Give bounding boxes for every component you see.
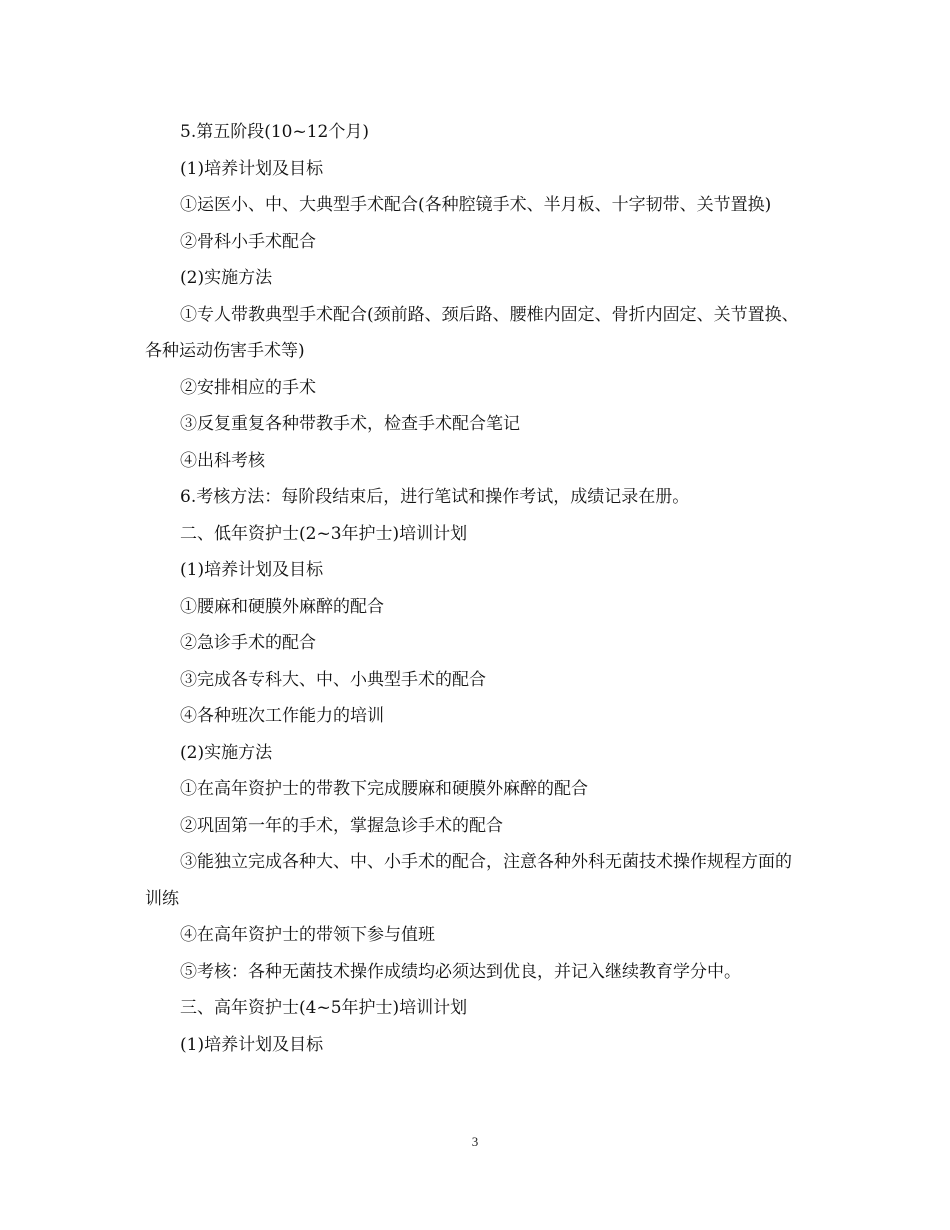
paragraph: ④出科考核 — [180, 450, 265, 471]
paragraph: ②巩固第一年的手术，掌握急诊手术的配合 — [180, 815, 503, 836]
paragraph: ①运医小、中、大典型手术配合(各种腔镜手术、半月板、十字韧带、关节置换) — [180, 195, 772, 215]
paragraph: ⑤考核：各种无菌技术操作成绩均必须达到优良，并记入继续教育学分中。 — [180, 961, 741, 982]
paragraph: ③能独立完成各种大、中、小手术的配合，注意各种外科无菌技术操作规程方面的训练 — [145, 852, 792, 909]
paragraph: (1)培养计划及目标 — [180, 560, 324, 580]
paragraph: ②骨科小手术配合 — [180, 231, 316, 252]
paragraph: ③完成各专科大、中、小典型手术的配合 — [180, 669, 486, 690]
paragraph: ①专人带教典型手术配合(颈前路、颈后路、腰椎内固定、骨折内固定、关节置换、各种运动伤害手术等) — [145, 304, 799, 361]
paragraph: ④在高年资护士的带领下参与值班 — [180, 925, 435, 945]
paragraph: 5.第五阶段(10~12个月) — [180, 122, 369, 142]
paragraph: (1)培养计划及目标 — [180, 158, 324, 179]
paragraph: ③反复重复各种带教手术，检查手术配合笔记 — [180, 414, 520, 434]
section-heading: 三、高年资护士(4~5年护士)培训计划 — [180, 998, 468, 1018]
paragraph: ②安排相应的手术 — [180, 377, 316, 398]
paragraph: ②急诊手术的配合 — [180, 633, 316, 653]
document-body — [145, 114, 805, 1063]
paragraph: ①在高年资护士的带教下完成腰麻和硬膜外麻醉的配合 — [180, 779, 588, 799]
paragraph: 6.考核方法：每阶段结束后，进行笔试和操作考试，成绩记录在册。 — [180, 487, 690, 507]
paragraph: ①腰麻和硬膜外麻醉的配合 — [180, 596, 384, 617]
paragraph: (2)实施方法 — [180, 268, 273, 288]
section-heading: 二、低年资护士(2~3年护士)培训计划 — [180, 523, 468, 544]
page-number: 3 — [471, 1134, 479, 1149]
paragraph: (2)实施方法 — [180, 742, 273, 763]
paragraph: (1)培养计划及目标 — [180, 1034, 324, 1055]
paragraph: ④各种班次工作能力的培训 — [180, 706, 384, 726]
